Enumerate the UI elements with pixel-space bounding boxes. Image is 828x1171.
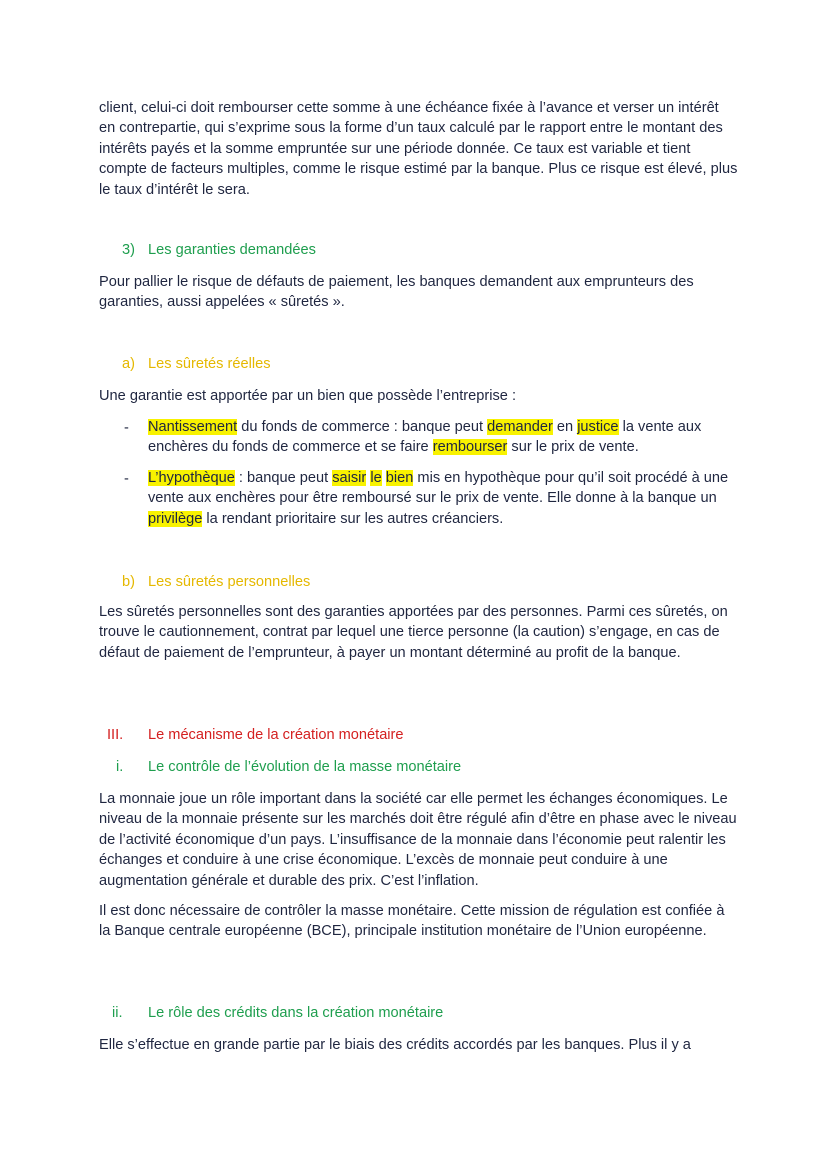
section-b-number: b) bbox=[122, 574, 135, 590]
section-a-number: a) bbox=[122, 356, 135, 372]
intro-paragraph: client, celui-ci doit rembourser cette somme à une échéance fixée à l’avance et verser un intérêt en contrepartie, qui s’exprime sous la forme d’un taux calculé par le rapport entre le montant des intérêts payés et la somme empruntée sur une période donnée. Ce taux est variable et tient compte de facteurs multiples, comme le risque estimé par la banque. Plus ce risque est élevé, plus le taux d’intérêt le sera. bbox=[99, 100, 738, 198]
bullet-nantissement: Nantissement du fonds de commerce : banque peut demander en justice la vente aux enchères du fonds de commerce et se faire rembourser sur le prix de vente. bbox=[148, 419, 702, 456]
highlight: saisir bbox=[332, 470, 367, 486]
highlight: bien bbox=[385, 470, 414, 486]
bullet-dash: - bbox=[124, 420, 129, 436]
section-ii-paragraph: Elle s’effectue en grande partie par le biais des crédits accordés par les banques. Plus il y a bbox=[99, 1037, 691, 1053]
section-3-title: Les garanties demandées bbox=[148, 242, 316, 258]
section-a-title: Les sûretés réelles bbox=[148, 356, 271, 372]
section-3-number: 3) bbox=[122, 242, 135, 258]
highlight: justice bbox=[577, 419, 619, 435]
section-i-number: i. bbox=[116, 759, 124, 775]
section-ii-number: ii. bbox=[112, 1005, 123, 1021]
section-i-title: Le contrôle de l’évolution de la masse monétaire bbox=[148, 759, 462, 775]
bullet-hypotheque: L’hypothèque : banque peut saisir le bien mis en hypothèque pour qu’il soit procédé à une vente aux enchères pour être remboursé sur le prix de vente. Elle donne à la banque un privilège la rendant prioritaire sur les autres créanciers. bbox=[148, 470, 729, 527]
section-b-title: Les sûretés personnelles bbox=[148, 574, 311, 590]
highlight: privilège bbox=[148, 510, 203, 527]
section-a-intro: Une garantie est apportée par un bien que possède l’entreprise : bbox=[99, 388, 517, 404]
section-3-paragraph: Pour pallier le risque de défauts de paiement, les banques demandent aux emprunteurs des garanties, aussi appelées « sûretés ». bbox=[99, 274, 694, 311]
section-iii-title: Le mécanisme de la création monétaire bbox=[148, 727, 404, 743]
highlight: demander bbox=[487, 419, 553, 435]
highlight: Nantissement bbox=[148, 419, 238, 435]
section-b-paragraph: Les sûretés personnelles sont des garanties apportées par des personnes. Parmi ces sûretés, on trouve le cautionnement, contrat par lequel une tierce personne (la caution) s’engage, en cas de défaut de paiement de l’emprunteur, à payer un montant déterminé au profit de la banque. bbox=[99, 604, 728, 661]
section-i-paragraph-1: La monnaie joue un rôle important dans la société car elle permet les échanges économiques. Le niveau de la monnaie présente sur les marchés doit être régulé afin d’être en phase avec le niveau de l’activité économique d’un pays. L’insuffisance de la monnaie dans l’économie peut ralentir les échanges et conduire à une crise économique. L’excès de monnaie peut conduire à une augmentation générale et durable des prix. C’est l’inflation. bbox=[99, 791, 737, 889]
section-ii-title: Le rôle des crédits dans la création monétaire bbox=[148, 1005, 444, 1021]
highlight: L’hypothèque bbox=[148, 470, 235, 486]
bullet-dash: - bbox=[124, 471, 129, 487]
highlight: rembourser bbox=[432, 439, 508, 456]
highlight: le bbox=[370, 470, 382, 486]
section-iii-number: III. bbox=[107, 727, 124, 743]
section-i-paragraph-2: Il est donc nécessaire de contrôler la masse monétaire. Cette mission de régulation est confiée à la Banque centrale européenne (BCE), principale institution monétaire de l’Union européenne. bbox=[99, 903, 725, 940]
